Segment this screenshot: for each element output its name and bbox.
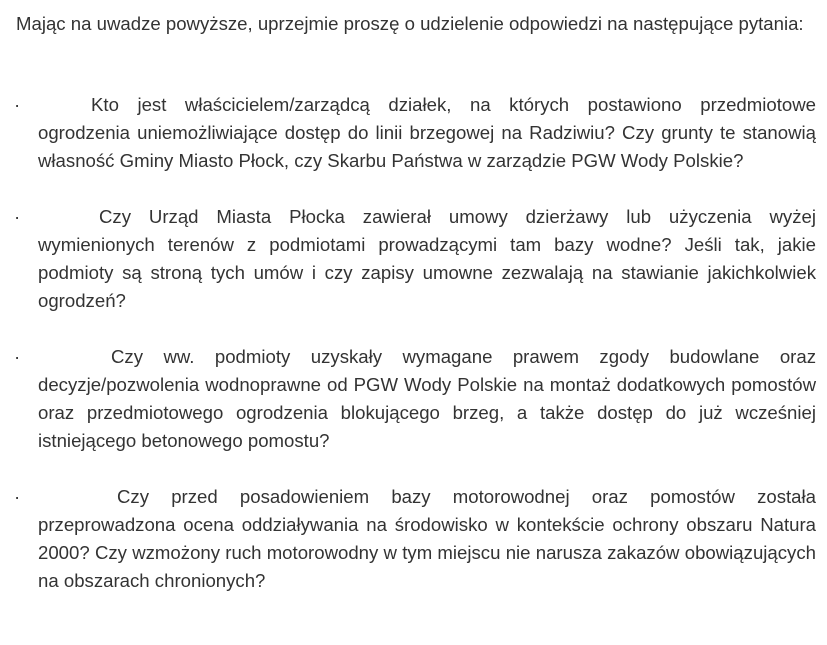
bullet-icon: · bbox=[14, 94, 21, 115]
list-item bbox=[0, 483, 816, 595]
question-text: Kto jest właścicielem/zarządcą działek, na których postawiono przedmiotowe ogrodzenia uniemożliwiające dostęp do linii brzegowej na Radziwiu? Czy grunty te stanowią własność Gminy Miasto Płock, czy Skarbu Państwa w zarządzie PGW Wody Polskie? bbox=[38, 94, 816, 171]
list-item bbox=[0, 343, 816, 455]
question-text: Czy ww. podmioty uzyskały wymagane prawem zgody budowlane oraz decyzje/pozwolenia wodnoprawne od PGW Wody Polskie na montaż dodatkowych pomostów oraz przedmiotowego ogrodzenia blokującego brzeg, a także dostęp do już wcześniej istniejącego betonowego pomostu? bbox=[38, 346, 816, 451]
question-text: Czy przed posadowieniem bazy motorowodnej oraz pomostów została przeprowadzona ocena oddziaływania na środowisko w kontekście ochrony obszaru Natura 2000? Czy wzmożony ruch motorowodny w tym miejscu nie narusza zakazów obowiązujących na obszarach chronionych? bbox=[38, 486, 816, 591]
question-text: Czy Urząd Miasta Płocka zawierał umowy dzierżawy lub użyczenia wyżej wymienionych terenów z podmiotami prowadzącymi tam bazy wodne? Jeśli tak, jakie podmioty są stroną tych umów i czy zapisy umowne zezwalają na stawianie jakichkolwiek ogrodzeń? bbox=[38, 206, 816, 311]
list-item bbox=[0, 203, 816, 315]
question-list bbox=[0, 91, 827, 623]
bullet-icon: · bbox=[14, 206, 21, 227]
bullet-icon: · bbox=[14, 486, 21, 507]
intro-paragraph: Mając na uwadze powyższe, uprzejmie proszę o udzielenie odpowiedzi na następujące pytania: bbox=[16, 13, 804, 34]
bullet-icon: · bbox=[14, 346, 21, 367]
list-item bbox=[0, 91, 816, 175]
